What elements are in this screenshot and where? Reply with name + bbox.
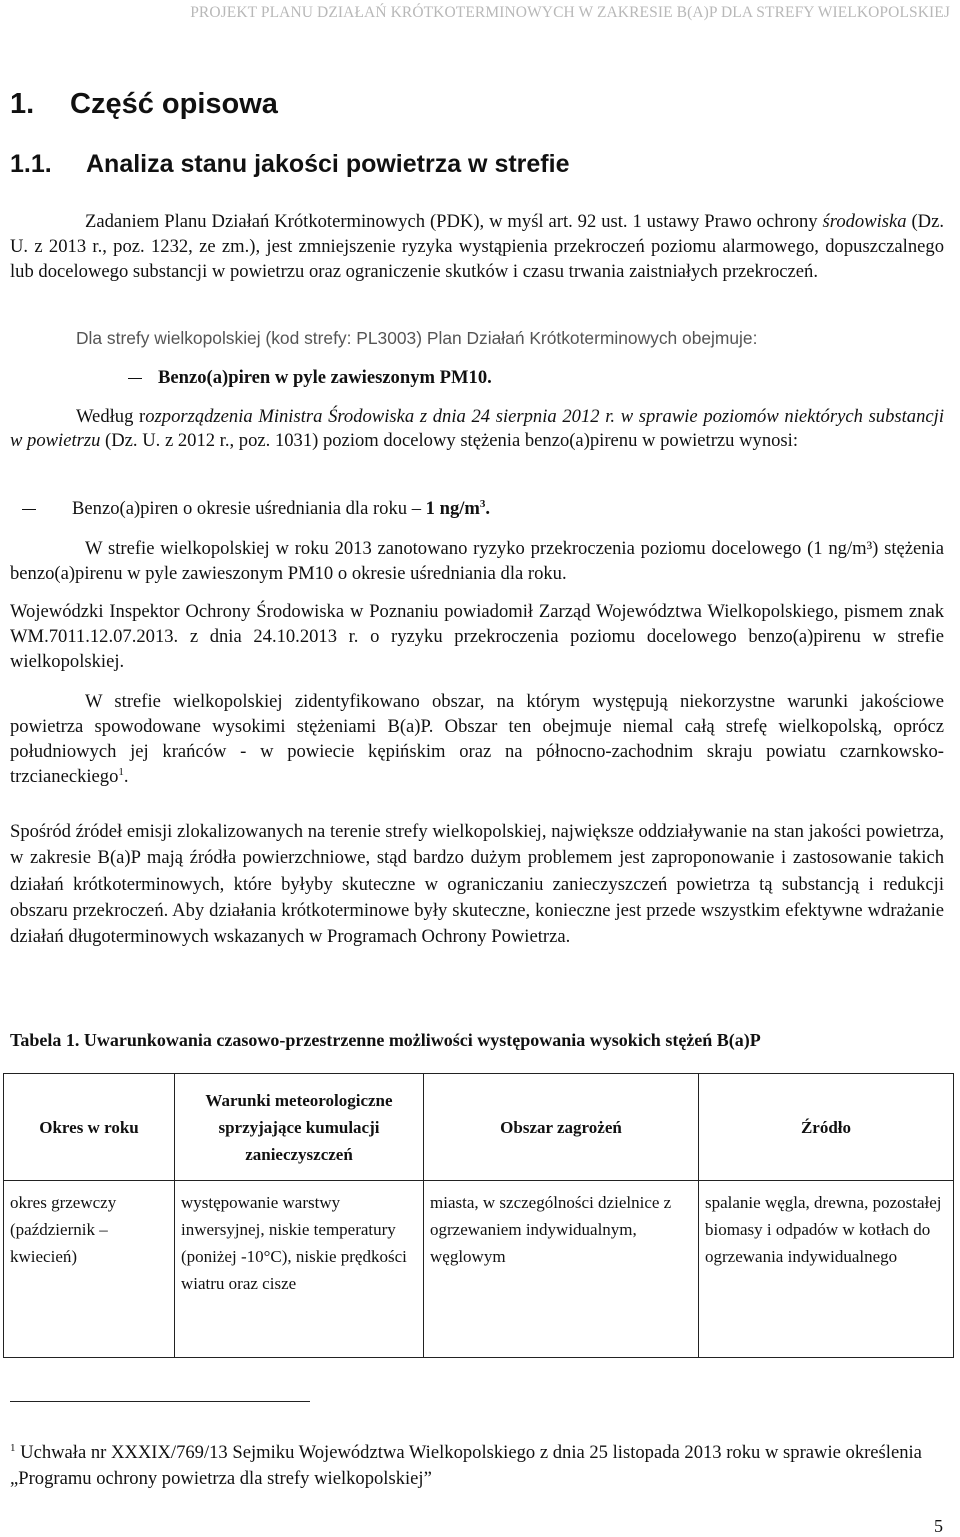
bullet-benzo-pm10: Benzo(a)piren w pyle zawieszonym PM10.	[128, 367, 492, 389]
subsection-number: 1.1.	[10, 150, 52, 178]
paragraph-regulation: Według rozporządzenia Ministra Środowiska z dnia 24 sierpnia 2012 r. w sprawie poziomów niektórych substancji w powietrzu (Dz. U. z 2012 r., poz. 1031) poziom docelowy stężenia benzo(a)pirenu w powietrzu wynosi:	[10, 406, 944, 451]
subsection-heading	[10, 150, 569, 179]
dash-marker	[128, 378, 142, 379]
footnote: $^1$ Uchwała nr XXXIX/769/13 Sejmiku Województwa Wielkopolskiego z dnia 25 listopada 2013 roku w sprawie określenia „Programu ochrony powietrza dla strefy wielkopolskiej”	[10, 1441, 922, 1489]
table-caption: Tabela 1. Uwarunkowania czasowo-przestrzenne możliwości występowania wysokich stężeń B(a)P	[10, 1030, 761, 1050]
paragraph-emission-sources: Spośród źródeł emisji zlokalizowanych na terenie strefy wielkopolskiej, największe oddziaływanie na stan jakości powietrza, w zakresie B(a)P mają źródła powierzchniowe, stąd bardzo dużym problemem jest zaproponowanie i zastosowanie takich działań krótkoterminowych, które byłyby skuteczne w ograniczaniu zanieczyszczeń powietrza tą substancją i redukcji obszaru przekroczeń. Aby działania krótkoterminowe były skuteczne, konieczne jest przede wszystkim efektywne wdrażanie działań długoterminowych wskazanych w Programach Ochrony Powietrza.	[10, 821, 944, 948]
table-header-cell: Obszar zagrożeń	[424, 1074, 699, 1181]
table-cell: miasta, w szczególności dzielnice z ogrzewaniem indywidualnym, węglowym	[424, 1181, 699, 1358]
footnote-mark: 1	[10, 1441, 16, 1454]
paragraph-area-identified: W strefie wielkopolskiej zidentyfikowano obszar, na którym występują niekorzystne warunki jakościowe powietrza spowodowane wysokimi stężeniami B(a)P. Obszar ten obejmuje niemal całą strefę wielkopolską, oprócz południowych jej krańców - w powiecie kępińskim oraz na północno-zachodnim skraju powiatu czarnkowsko-trzcianeckiego$^1$.	[10, 691, 944, 787]
section-title: Część opisowa	[70, 88, 278, 120]
table-header-cell: Okres w roku	[4, 1074, 175, 1181]
table-cell: okres grzewczy (październik – kwiecień)	[4, 1181, 175, 1358]
section-number: 1.	[10, 88, 35, 120]
paragraph-zone-scope: Dla strefy wielkopolskiej (kod strefy: PL3003) Plan Działań Krótkoterminowych obejmuje:	[76, 328, 758, 348]
paragraph-wios-notice: Wojewódzki Inspektor Ochrony Środowiska w Poznaniu powiadomił Zarząd Województwa Wielkopolskiego, pismem znak WM.7011.12.07.2013. z dnia 24.10.2013 r. o ryzyku przekroczenia poziomu docelowego benzo(a)pirenu w strefie wielkopolskiej.	[10, 601, 944, 672]
subsection-title: Analiza stanu jakości powietrza w strefie	[86, 150, 570, 178]
table-header-cell: Źródło	[699, 1074, 954, 1181]
footnote-separator	[10, 1401, 310, 1402]
page-number: 5	[934, 1516, 943, 1536]
paragraph-risk-2013: W strefie wielkopolskiej w roku 2013 zanotowano ryzyko przekroczenia poziomu docelowego (1 ng/m³) stężenia benzo(a)pirenu w pyle zawieszonym PM10 o okresie uśredniania dla roku.	[10, 538, 944, 584]
table-cell: występowanie warstwy inwersyjnej, niskie temperatury (poniżej -10°C), niskie prędkości wiatru oraz cisze	[175, 1181, 424, 1358]
dash-marker	[22, 509, 36, 510]
table-header-cell: Warunki meteorologiczne sprzyjające kumulacji zanieczyszczeń	[175, 1074, 424, 1181]
paragraph-pdk-purpose: Zadaniem Planu Działań Krótkoterminowych (PDK), w myśl art. 92 ust. 1 ustawy Prawo ochrony środowiska (Dz. U. z 2013 r., poz. 1232, ze zm.), jest zmniejszenie ryzyka wystąpienia przekroczeń poziomu alarmowego, dopuszczalnego lub docelowego substancji w powietrzu oraz ograniczenie skutków i czasu trwania zaistniałych przekroczeń.	[10, 211, 944, 282]
conditions-table	[3, 1073, 954, 1358]
section-heading	[10, 88, 278, 121]
table-cell: spalanie węgla, drewna, pozostałej biomasy i odpadów w kotłach do ogrzewania indywidualnego	[699, 1181, 954, 1358]
bullet-target-level: Benzo(a)piren o okresie uśredniania dla roku – 1 $ng/m^3$.	[22, 498, 490, 520]
table-row	[4, 1181, 954, 1358]
table-header-row	[4, 1074, 954, 1181]
running-header: PROJEKT PLANU DZIAŁAŃ KRÓTKOTERMINOWYCH W ZAKRESIE B(A)P DLA STREFY WIELKOPOLSKIEJ	[190, 4, 950, 21]
